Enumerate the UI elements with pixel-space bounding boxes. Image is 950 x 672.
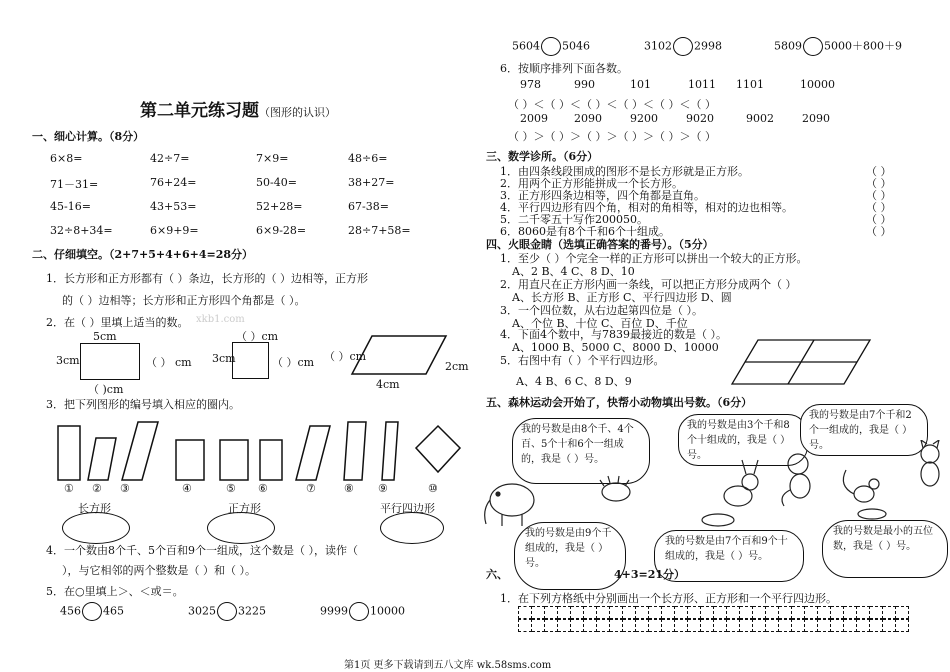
- sec5-heading: 五、森林运动会开始了，快帮小动物填出号数。（6分）: [486, 396, 753, 409]
- compare-row-1c: 9999 10000: [320, 602, 405, 621]
- calc-item: 32÷8+34=: [50, 224, 113, 237]
- watermark: xkb1.com: [196, 314, 245, 325]
- hedgehog-icon: [600, 476, 630, 501]
- sec4-q5-options: A、4 B、6 C、8 D、9: [516, 375, 632, 388]
- answer-paren[interactable]: （ ）: [866, 177, 892, 190]
- para-top-label: （ ）cm: [324, 350, 367, 363]
- diagnosis-item: 6．8060是有8个千和6个十组成。: [500, 225, 670, 238]
- bubble-2: 我的号数是由3个千和8个十组成的，我是（ ）号。: [678, 414, 808, 466]
- diagnosis-item: 1．由四条线段围成的图形不是长方形就是正方形。: [500, 165, 749, 178]
- seq2-blanks: （ ）＞（ ）＞（ ）＞（ ）＞（ ）＞（ ）: [508, 130, 716, 143]
- square-left-label: 3cm: [212, 352, 236, 365]
- compare-row-1: 456 465: [60, 602, 124, 621]
- rectangle-shape: [80, 343, 140, 380]
- compare-row-1b: 3025 3225: [188, 602, 266, 621]
- seq-number: 1011: [688, 78, 716, 91]
- compare-circle[interactable]: [349, 602, 369, 621]
- shape-number: ⑤: [226, 482, 236, 495]
- diagnosis-item: 4．平行四边形有四个角，相对的角相等，相对的边也相等。: [500, 201, 793, 214]
- diagnosis-item: 5．二千零五十写作200050。: [500, 213, 648, 226]
- calc-item: 43+53=: [150, 200, 197, 213]
- rect-left-label: 3cm: [56, 354, 80, 367]
- answer-paren[interactable]: （ ）: [866, 213, 892, 226]
- shape-number: ⑨: [378, 482, 388, 495]
- calc-item: 76+24=: [150, 176, 197, 189]
- sec4-q4-options: A、1000 B、5000 C、8000 D、10000: [512, 341, 719, 354]
- diagnosis-item: 3．正方形四条边相等，四个角都是直角。: [500, 189, 705, 202]
- para-right-label: 2cm: [445, 360, 469, 373]
- rect-right-label: （ ） cm: [146, 356, 192, 369]
- shape-number: ④: [182, 482, 192, 495]
- shape-number: ⑦: [306, 482, 316, 495]
- graph-paper-grid[interactable]: [518, 606, 909, 632]
- sec4-heading: 四、火眼金睛（选填正确答案的番号）。（5分）: [486, 238, 714, 251]
- calc-item: 45-16=: [50, 200, 91, 213]
- oval-para[interactable]: [380, 512, 444, 544]
- sec2-q3: 3．把下列图形的编号填入相应的圈内。: [46, 398, 240, 411]
- sec6-heading-right: 4+3=21分）: [614, 568, 686, 581]
- sec4-q1: 1．至少（ ）个完全一样的正方形可以拼出一个较大的正方形。: [500, 252, 808, 265]
- animal-illustrations: [480, 440, 950, 550]
- squirrel-icon: [843, 470, 886, 519]
- seq-number: 10000: [800, 78, 835, 91]
- shape-number: ⑩: [428, 482, 438, 495]
- seq-number: 101: [630, 78, 651, 91]
- sec4-q3: 3．一个四位数，从右边起第四位是（ ）。: [500, 304, 703, 317]
- calc-item: 38+27=: [348, 176, 395, 189]
- sec4-q2: 2．用直尺在正方形内画一条线，可以把正方形分成两个（ ）: [500, 278, 797, 291]
- page-title: 第二单元练习题（图形的认识）: [140, 101, 336, 121]
- calc-item: 6×9-28=: [256, 224, 307, 237]
- compare-circle[interactable]: [217, 602, 237, 621]
- sec2-q4b: ），与它相邻的两个整数是（ ）和（ ）。: [62, 564, 256, 577]
- seq-number: 2090: [574, 112, 602, 125]
- sec2-q2: 2．在（ ）里填上适当的数。: [46, 316, 189, 329]
- shape-number: ⑥: [258, 482, 268, 495]
- seq1-blanks: （ ）＜（ ）＜（ ）＜（ ）＜（ ）＜（ ）: [508, 98, 716, 111]
- square-top-label: （ ）cm: [236, 330, 279, 343]
- calc-item: 67-38=: [348, 200, 389, 213]
- shape-number: ⑧: [344, 482, 354, 495]
- seq-number: 990: [574, 78, 595, 91]
- sec2-heading: 二、仔细填空。（2+7+5+4+6+4=28分）: [32, 248, 254, 261]
- shape-number: ②: [92, 482, 102, 495]
- oval-label-rect: 长方形: [78, 502, 111, 515]
- compare-row-2b: 3102 2998: [644, 37, 722, 56]
- bubble-1: 我的号数是由8个千、4个百、5个十和6个一组成的，我是（ ）号。: [512, 418, 650, 484]
- sec4-q4: 4．下面4个数中，与7839最接近的数是（ ）。: [500, 328, 727, 341]
- answer-paren[interactable]: （ ）: [866, 189, 892, 202]
- sec4-q2-options: A、长方形 B、正方形 C、平行四边形 D、圆: [512, 291, 732, 304]
- sec2-q5: 5．在○里填上＞、＜或＝。: [46, 585, 184, 598]
- square-right-label: （ ）cm: [272, 356, 315, 369]
- sec2-q6: 6．按顺序排列下面各数。: [500, 62, 628, 75]
- bubble-3: 我的号数是由7个千和2个一组成的，我是（ ）号。: [800, 404, 928, 456]
- calc-item: 42÷7=: [150, 152, 190, 165]
- parallelogram-shape: [350, 332, 450, 380]
- calc-item: 48÷6=: [348, 152, 388, 165]
- calc-item: 71－31=: [50, 178, 99, 191]
- shape-number: ①: [64, 482, 74, 495]
- seq-number: 2090: [802, 112, 830, 125]
- answer-paren[interactable]: （ ）: [866, 165, 892, 178]
- seq-number: 9002: [746, 112, 774, 125]
- compare-circle[interactable]: [82, 602, 102, 621]
- compare-row-2c: 5809 5000＋800＋9: [774, 37, 902, 56]
- oval-label-square: 正方形: [228, 502, 261, 515]
- cat-icon: [921, 440, 939, 486]
- calc-item: 28÷7+58=: [348, 224, 411, 237]
- seq-number: 9200: [630, 112, 658, 125]
- answer-paren[interactable]: （ ）: [866, 225, 892, 238]
- oval-rect[interactable]: [62, 512, 130, 544]
- compare-row-2a: 5604 5046: [512, 37, 590, 56]
- calc-item: 52+28=: [256, 200, 303, 213]
- sec1-heading: 一、细心计算。（8分）: [32, 130, 145, 143]
- diagnosis-item: 2．用两个正方形能拼成一个长方形。: [500, 177, 683, 190]
- sec3-heading: 三、数学诊所。（6分）: [486, 150, 599, 163]
- parallelogram-figure: [728, 336, 878, 388]
- sec6-q1: 1．在下列方格纸中分别画出一个长方形、正方形和一个平行四边形。: [500, 592, 837, 605]
- oval-label-para: 平行四边形: [380, 502, 435, 515]
- calc-item: 6×9+9=: [150, 224, 199, 237]
- compare-circle[interactable]: [541, 37, 561, 56]
- bubble-5: 我的号数是由7个百和9个十组成的，我是（ ）号。: [654, 530, 804, 582]
- bubble-6: 我的号数是最小的五位数，我是（ ）号。: [822, 520, 948, 578]
- rect-bottom-label: （ )cm: [88, 383, 124, 396]
- seq-number: 9020: [686, 112, 714, 125]
- sec2-q1a: 1．长方形和正方形都有（ ）条边，长方形的（ ）边相等，正方形: [46, 272, 368, 285]
- monkey-icon: [782, 454, 810, 506]
- seq-number: 1101: [736, 78, 764, 91]
- sec6-heading-left: 六、: [486, 568, 508, 581]
- page-footer: 第1页 更多下载请到五八文库 wk.58sms.com: [344, 660, 552, 671]
- bubble-4: 我的号数是由9个千组成的，我是（ ）号。: [514, 522, 626, 590]
- rabbit-icon: [702, 460, 758, 526]
- para-bottom-label: 4cm: [376, 378, 400, 391]
- oval-square[interactable]: [207, 512, 275, 544]
- calc-item: 50-40=: [256, 176, 297, 189]
- square-shape: [232, 342, 269, 379]
- compare-circle[interactable]: [803, 37, 823, 56]
- rect-top-label: 5cm: [93, 330, 117, 343]
- calc-item: 6×8=: [50, 152, 83, 165]
- sec2-q4a: 4．一个数由8个千、5个百和9个一组成，这个数是（ ），读作（: [46, 544, 358, 557]
- shape-number: ③: [120, 482, 130, 495]
- elephant-icon: [485, 484, 534, 526]
- shape-set: [48, 418, 468, 482]
- sec4-q3-options: A、个位 B、十位 C、百位 D、千位: [512, 317, 688, 330]
- compare-circle[interactable]: [673, 37, 693, 56]
- sec2-q1b: 的（ ）边相等；长方形和正方形四个角都是（ ）。: [62, 294, 306, 307]
- sec4-q1-options: A、2 B、4 C、8 D、10: [512, 265, 635, 278]
- seq-number: 978: [520, 78, 541, 91]
- seq-number: 2009: [520, 112, 548, 125]
- answer-paren[interactable]: （ ）: [866, 201, 892, 214]
- sec4-q5: 5．右图中有（ ）个平行四边形。: [500, 354, 665, 367]
- calc-item: 7×9=: [256, 152, 289, 165]
